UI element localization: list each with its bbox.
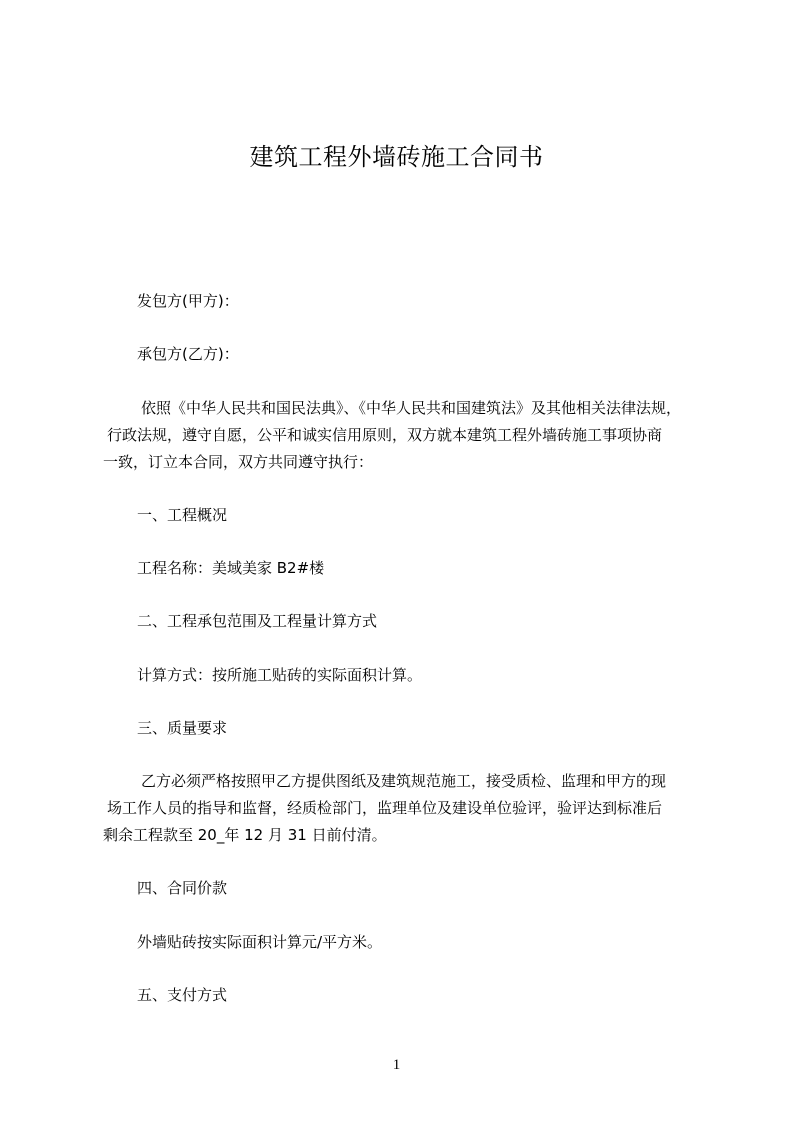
page-number: 1 xyxy=(392,1057,401,1073)
price-line: 外墙贴砖按实际面积计算元/平方米。 xyxy=(137,933,383,951)
quality-line-1: 乙方必须严格按照甲乙方提供图纸及建筑规范施工，接受质检、监理和甲方的现 xyxy=(141,772,667,790)
section-heading-5: 五、支付方式 xyxy=(137,986,228,1004)
quality-line-2: 场工作人员的指导和监督，经质检部门，监理单位及建设单位验评，验评达到标准后 xyxy=(107,799,663,817)
party-a-line: 发包方(甲方)： xyxy=(137,292,239,310)
intro-line-1: 依照《中华人民共和国民法典》、《中华人民共和国建筑法》及其他相关法律法规， xyxy=(141,399,682,417)
section-heading-1: 一、工程概况 xyxy=(137,506,228,524)
document-title: 建筑工程外墙砖施工合同书 xyxy=(249,143,544,171)
section-heading-4: 四、合同价款 xyxy=(137,879,228,897)
project-name-line: 工程名称：美域美家 B2#楼 xyxy=(137,559,325,577)
intro-line-2: 行政法规，遵守自愿，公平和诚实信用原则，双方就本建筑工程外墙砖施工事项协商 xyxy=(107,426,663,444)
section-heading-2: 二、工程承包范围及工程量计算方式 xyxy=(137,612,378,630)
party-b-line: 承包方(乙方)： xyxy=(137,345,239,363)
quality-line-3: 剩余工程款至 20_年 12 月 31 日前付清。 xyxy=(103,826,387,844)
intro-line-3: 一致，订立本合同，双方共同遵守执行： xyxy=(103,453,374,471)
section-heading-3: 三、质量要求 xyxy=(137,719,228,737)
calc-method-line: 计算方式：按所施工贴砖的实际面积计算。 xyxy=(137,666,423,684)
